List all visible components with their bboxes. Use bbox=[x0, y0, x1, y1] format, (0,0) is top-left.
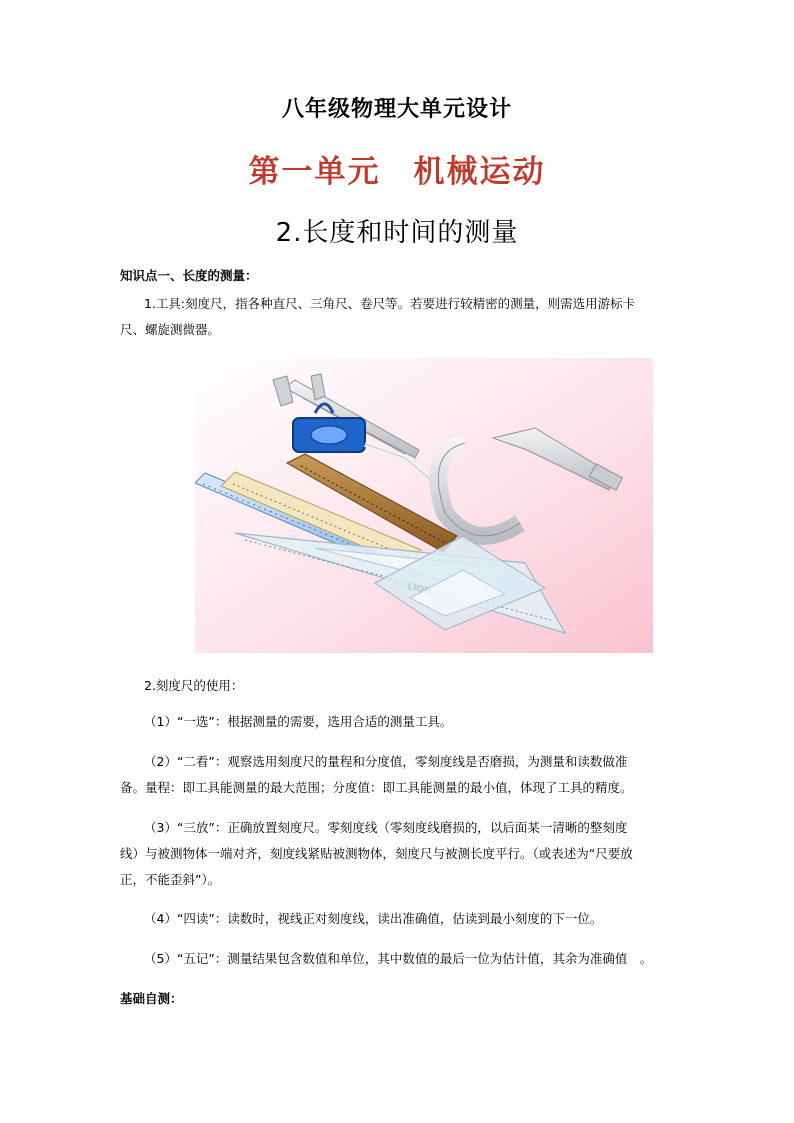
usage-heading: 2.刻度尺的使用： bbox=[144, 678, 244, 693]
self-test-heading: 基础自测： bbox=[120, 991, 183, 1006]
usage-step-4: （4）“四读”：读数时，视线正对刻度线，读出准确值，估读到最小刻度的下一位。 bbox=[144, 911, 603, 926]
measuring-tools-image bbox=[195, 358, 653, 653]
usage-step-1: （1）“一选”：根据测量的需要，选用合适的测量工具。 bbox=[144, 714, 453, 729]
document-title: 八年级物理大单元设计 bbox=[281, 96, 512, 122]
usage-step-3-line1: （3）“三放”：正确放置刻度尺。零刻度线（零刻度线磨损的，以后面某一清晰的整刻度 bbox=[144, 820, 628, 835]
usage-step-3-line3: 正，不能歪斜”）。 bbox=[120, 872, 221, 887]
lesson-title: 2.长度和时间的测量 bbox=[275, 218, 519, 248]
tools-paragraph-line2: 尺、螺旋测微器。 bbox=[120, 322, 221, 337]
unit-title: 第一单元 机械运动 bbox=[248, 154, 546, 190]
measuring-tools-figure bbox=[195, 358, 653, 653]
knowledge-point-heading: 知识点一、长度的测量： bbox=[120, 268, 258, 283]
usage-step-3-line2: 线）与被测物体一端对齐，刻度线紧贴被测物体，刻度尺与被测长度平行。（或表述为“尺要放 bbox=[120, 846, 633, 861]
usage-step-2-line1: （2）“二看”：观察选用刻度尺的量程和分度值，零刻度线是否磨损，为测量和读数做准 bbox=[144, 754, 628, 769]
usage-step-5: （5）“五记”：测量结果包含数值和单位，其中数值的最后一位为估计值，其余为准确值 。 bbox=[144, 951, 653, 966]
tools-paragraph-line1: 1.工具:刻度尺，指各种直尺、三角尺、卷尺等。若要进行较精密的测量，则需选用游标卡 bbox=[144, 296, 636, 311]
usage-step-2-line2: 备。量程：即工具能测量的最大范围；分度值：即工具能测量的最小值，体现了工具的精度。 bbox=[120, 780, 633, 795]
